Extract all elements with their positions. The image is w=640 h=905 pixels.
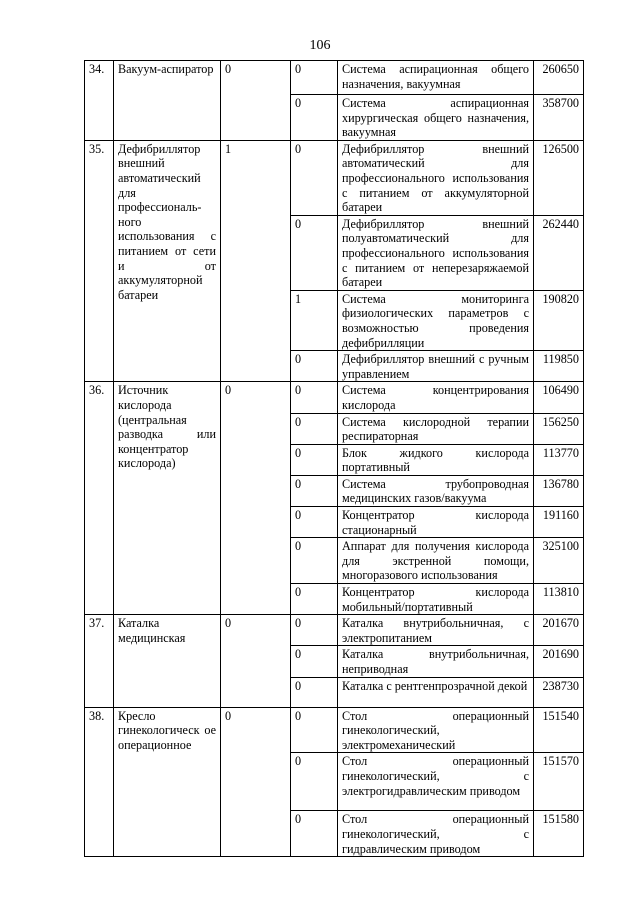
item-code: 113810 <box>534 584 584 615</box>
row-number: 37. <box>85 615 114 707</box>
device-name: Каталка медицинская <box>114 615 221 707</box>
item-flag: 0 <box>291 584 338 615</box>
item-description: Аппарат для получения кислорода для экстренной помощи, многоразового использования <box>338 538 534 584</box>
item-code: 238730 <box>534 677 584 707</box>
item-code: 151580 <box>534 811 584 857</box>
page-number: 106 <box>309 38 331 53</box>
item-code: 358700 <box>534 95 584 141</box>
item-description: Блок жидкого кислорода портативный <box>338 444 534 475</box>
item-code: 191160 <box>534 507 584 538</box>
item-code: 151570 <box>534 753 584 811</box>
table-body <box>85 61 584 857</box>
item-flag: 0 <box>291 507 338 538</box>
item-description: Система трубопроводная медицинских газов/вакуума <box>338 475 534 506</box>
item-code: 151540 <box>534 707 584 753</box>
item-flag: 0 <box>291 444 338 475</box>
item-flag: 1 <box>291 290 338 350</box>
row-number: 35. <box>85 140 114 382</box>
item-description: Система мониторинга физиологических параметров с возможностью проведения дефибрилляции <box>338 290 534 350</box>
item-flag: 0 <box>291 351 338 382</box>
item-flag: 0 <box>291 615 338 646</box>
table-row <box>85 707 584 753</box>
group-flag: 0 <box>221 61 291 141</box>
device-name: Источник кислорода (центральная разводка или концентратор кислорода) <box>114 382 221 615</box>
table-row <box>85 382 584 413</box>
item-flag: 0 <box>291 753 338 811</box>
row-number: 34. <box>85 61 114 141</box>
item-description: Концентратор кислорода стационарный <box>338 507 534 538</box>
item-flag: 0 <box>291 707 338 753</box>
item-code: 260650 <box>534 61 584 95</box>
device-table <box>84 60 584 857</box>
group-flag: 0 <box>221 615 291 707</box>
group-flag: 0 <box>221 382 291 615</box>
table-row <box>85 140 584 215</box>
item-code: 119850 <box>534 351 584 382</box>
item-flag: 0 <box>291 95 338 141</box>
item-description: Дефибриллятор внешний с ручным управлением <box>338 351 534 382</box>
item-code: 156250 <box>534 413 584 444</box>
item-description: Система аспирационная общего назначения, вакуумная <box>338 61 534 95</box>
item-description: Каталка с рентгенпрозрачной декой <box>338 677 534 707</box>
group-flag: 1 <box>221 140 291 382</box>
table-row <box>85 61 584 95</box>
item-code: 113770 <box>534 444 584 475</box>
item-code: 126500 <box>534 140 584 215</box>
item-flag: 0 <box>291 413 338 444</box>
item-description: Каталка внутрибольничная, неприводная <box>338 646 534 677</box>
item-flag: 0 <box>291 140 338 215</box>
item-description: Стол операционный гинекологический, с гидравлическим приводом <box>338 811 534 857</box>
item-description: Система аспирационная хирургическая общего назначения, вакуумная <box>338 95 534 141</box>
item-code: 201670 <box>534 615 584 646</box>
table-row <box>85 615 584 646</box>
item-flag: 0 <box>291 538 338 584</box>
item-description: Каталка внутрибольничная, с электропитанием <box>338 615 534 646</box>
item-code: 190820 <box>534 290 584 350</box>
item-description: Система концентрирования кислорода <box>338 382 534 413</box>
item-flag: 0 <box>291 646 338 677</box>
item-description: Стол операционный гинекологический, с электрогидравлическим приводом <box>338 753 534 811</box>
item-description: Дефибриллятор внешний автоматический для профессионального использования с питанием от аккумуляторной батареи <box>338 140 534 215</box>
item-flag: 0 <box>291 475 338 506</box>
item-description: Концентратор кислорода мобильный/портативный <box>338 584 534 615</box>
item-code: 136780 <box>534 475 584 506</box>
group-flag: 0 <box>221 707 291 857</box>
item-flag: 0 <box>291 215 338 290</box>
item-description: Дефибриллятор внешний полуавтоматический для профессионального использования с питанием от неперезаряжаемой батареи <box>338 215 534 290</box>
device-name: Кресло гинекологическ ое операционное <box>114 707 221 857</box>
item-description: Стол операционный гинекологический, электромеханический <box>338 707 534 753</box>
item-code: 325100 <box>534 538 584 584</box>
item-flag: 0 <box>291 677 338 707</box>
item-code: 262440 <box>534 215 584 290</box>
row-number: 36. <box>85 382 114 615</box>
item-flag: 0 <box>291 382 338 413</box>
device-name: Вакуум-аспиратор <box>114 61 221 141</box>
item-flag: 0 <box>291 61 338 95</box>
row-number: 38. <box>85 707 114 857</box>
item-description: Система кислородной терапии респираторная <box>338 413 534 444</box>
item-code: 106490 <box>534 382 584 413</box>
item-flag: 0 <box>291 811 338 857</box>
item-code: 201690 <box>534 646 584 677</box>
device-name: Дефибриллятор внешний автоматический для профессиональ-ного использования с питанием от сети и от аккумуляторной батареи <box>114 140 221 382</box>
